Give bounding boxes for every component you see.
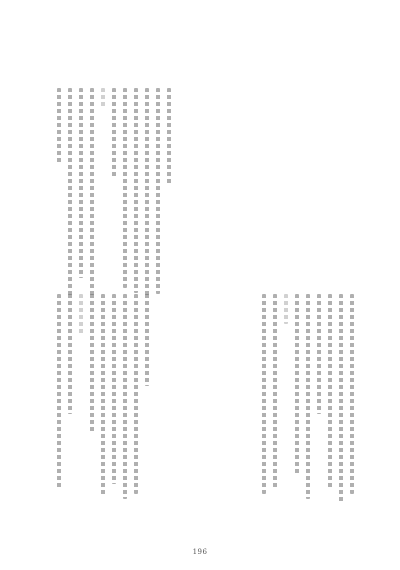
lower-left-text-block — [57, 294, 149, 499]
text-column — [90, 88, 94, 298]
text-column — [295, 294, 299, 474]
text-column — [101, 88, 105, 108]
text-column — [68, 88, 72, 296]
text-column — [328, 294, 332, 489]
text-column — [57, 294, 61, 489]
text-column — [134, 88, 138, 293]
upper-text-block — [57, 88, 171, 298]
text-column — [145, 88, 149, 298]
text-column — [339, 294, 343, 504]
text-column — [68, 294, 72, 414]
text-column — [273, 294, 277, 489]
text-column — [123, 88, 127, 288]
text-column — [284, 294, 288, 324]
text-column — [350, 294, 354, 494]
text-column — [262, 294, 266, 494]
text-column — [167, 88, 171, 184]
text-column — [317, 294, 321, 414]
text-column — [112, 294, 116, 484]
text-column — [79, 88, 83, 278]
text-column — [156, 88, 160, 294]
text-column — [123, 294, 127, 499]
text-column — [134, 294, 138, 494]
text-column — [145, 294, 149, 386]
text-column — [306, 294, 310, 499]
text-column — [112, 88, 116, 178]
right-text-block — [262, 294, 354, 504]
text-column — [90, 294, 94, 434]
text-column — [79, 294, 83, 334]
text-column — [57, 88, 61, 163]
page-number: 196 — [192, 548, 208, 556]
text-column — [101, 294, 105, 496]
